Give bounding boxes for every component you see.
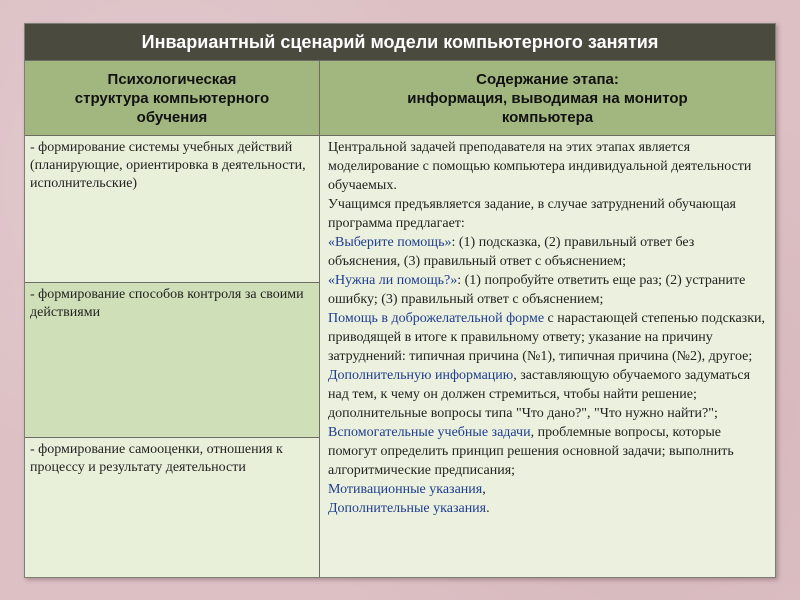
stage-content-text [319,136,775,577]
task-paragraph: Учащимся предъявляется задание, в случае затруднений обучающая программа предлагает: [328,197,736,231]
stage-self-assessment: - формирование самооценки, отношения к процессу и результату деятельности [25,438,319,577]
stage-actions: - формирование системы учебных действий (планирующие, ориентировка в деятельности, исполнительские) [25,136,319,283]
help-options-3: Помощь в доброжелательной форме с нарастающей степенью подсказки, приводящей в итоге к правильному ответу; указание на причину затруднений: типичная причина (№1), типичная причина (№2), другое; [328,311,765,364]
help-options-6: Мотивационные указания, [328,482,486,497]
help-options-5: Вспомогательные учебные задачи, проблемные вопросы, которые помогут определить принцип решения основной задачи; выполнить алгоритмические предписания; [328,425,734,478]
help-options-7: Дополнительные указания. [328,501,490,516]
stage-control: - формирование способов контроля за своими действиями [25,283,319,438]
table-title: Инвариантный сценарий модели компьютерного занятия [25,24,775,60]
highlight-choose-help: «Выберите помощь» [328,235,452,250]
scenario-table [24,23,776,578]
highlight-extra-info: Дополнительную информацию [328,368,514,383]
highlight-additional: Дополнительные указания [328,501,487,516]
help-options-4: Дополнительную информацию, заставляющую обучаемого задуматься над тем, к чему он должен стремиться, чтобы найти решение; дополнительные вопросы типа "Что дано?", "Что нужно найти?"; [328,368,751,421]
highlight-motivational: Мотивационные указания [328,482,483,497]
header-psych-structure: Психологическая структура компьютерного обучения [74,70,270,126]
header-stage-content: Содержание этапа: информация, выводимая на монитор компьютера [319,61,775,135]
intro-paragraph: Центральной задачей преподавателя на этих этапах является моделирование с помощью компьютера индивидуальной деятельности обучаемых. [328,140,752,193]
highlight-friendly-help: Помощь в доброжелательной форме [328,311,545,326]
help-options-1: «Выберите помощь»: (1) подсказка, (2) правильный ответ без объяснения, (3) правильный ответ с объяснением; [328,235,695,269]
highlight-need-help: «Нужна ли помощь?» [328,273,458,288]
header-row [25,60,775,136]
help-options-2: «Нужна ли помощь?»: (1) попробуйте ответить еще раз; (2) устраните ошибку; (3) правильный ответ с объяснением; [328,273,746,307]
highlight-aux-tasks: Вспомогательные учебные задачи [328,425,531,440]
